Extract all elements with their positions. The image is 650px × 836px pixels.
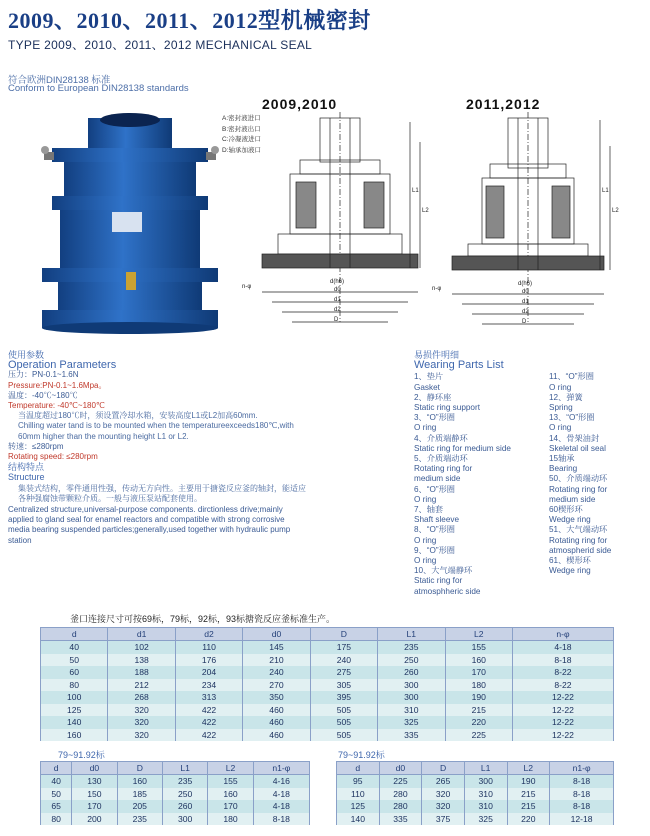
table-cell: 460 — [243, 716, 310, 729]
page-title-english: TYPE 2009、2010、2011、2012 MECHANICAL SEAL — [8, 38, 313, 52]
drawing-label-right: 2011,2012 — [466, 96, 541, 112]
dim-label: d(h6) — [518, 281, 533, 287]
parts-list-item: atmosphheric side — [414, 586, 481, 596]
column-header: D — [117, 762, 162, 775]
table-cell: 80 — [41, 813, 72, 826]
table-row — [41, 691, 614, 704]
table-cell: 300 — [378, 679, 445, 692]
parts-list-item: 51、大气端动环 — [549, 525, 608, 535]
parts-list-item: 15轴承 — [549, 454, 575, 464]
table-cell: 215 — [507, 800, 550, 813]
temperature-en: Temperature: -40℃~180℃ — [8, 401, 105, 411]
table-cell: 140 — [337, 813, 380, 826]
table-cell: 225 — [379, 775, 422, 788]
column-header: n1-φ — [550, 762, 614, 775]
table-cell: 50 — [41, 654, 108, 667]
dim-label: n-φ — [432, 286, 442, 292]
column-header: L1 — [464, 762, 507, 775]
table-cell: 160 — [445, 654, 512, 667]
parts-list-item: Wedge ring — [549, 566, 591, 576]
parts-heading-cn: 易损件明细 — [414, 350, 460, 360]
table-row — [41, 641, 614, 654]
drawing-label-left: 2009,2010 — [262, 96, 338, 112]
table-cell: 12-22 — [512, 716, 613, 729]
table-cell: 160 — [117, 775, 162, 788]
table-cell: 300 — [464, 775, 507, 788]
table-row — [337, 800, 614, 813]
parts-list-item: Spring — [549, 403, 573, 413]
table-cell: 215 — [507, 788, 550, 801]
cooling-note-cn: 当温度超过180℃时，须设置冷却水箱，安装高度L1或L2加高60mm. — [18, 411, 258, 421]
parts-list-item: 50、介质端动环 — [549, 474, 608, 484]
dim-label: d2 — [334, 307, 341, 313]
column-header: d0 — [243, 628, 310, 641]
table-cell: 125 — [337, 800, 380, 813]
table-cell: 188 — [108, 666, 175, 679]
parts-list-item: Static ring for — [414, 576, 463, 586]
table-cell: 305 — [310, 679, 377, 692]
table-cell: 205 — [117, 800, 162, 813]
table-cell: 145 — [243, 641, 310, 654]
parts-heading-en: Wearing Parts List — [414, 359, 504, 372]
table-cell: 300 — [162, 813, 207, 826]
parts-list-item: 2、静环座 — [414, 392, 452, 402]
table-row — [41, 775, 310, 788]
cooling-note-en: Chilling water tand is to be mounted when the temperatureexceeds180℃,with 60mm higher than the mounting height L1 or L2. — [18, 421, 294, 441]
parts-column-1 — [414, 372, 529, 596]
table-cell: 422 — [175, 704, 242, 717]
table-cell: 280 — [379, 800, 422, 813]
table-header-row — [41, 628, 614, 641]
parts-list-item: O ring — [549, 423, 572, 433]
table-cell: 180 — [445, 679, 512, 692]
table-cell: 4-18 — [253, 800, 309, 813]
parts-list-item: 14、骨架油封 — [549, 433, 600, 443]
parts-list-item: 12、弹簧 — [549, 392, 583, 402]
table-cell: 310 — [464, 800, 507, 813]
parts-list-item: 61、楔形环 — [549, 556, 591, 566]
table-cell: 320 — [422, 788, 465, 801]
structure-desc-en: Centralized structure,universal-purpose components. dirctionless drive;mainly applied to gland seal for enamel reactors and compatible with strong corrosive media bearing suspended particles;generally,used together with hydraulic pump station — [8, 505, 291, 545]
legend-item: D:轴承加液口 — [222, 146, 261, 154]
table-cell: 240 — [243, 666, 310, 679]
table-cell: 170 — [445, 666, 512, 679]
table-cell: 40 — [41, 775, 72, 788]
table-cell: 175 — [310, 641, 377, 654]
table-row — [337, 813, 614, 826]
table-row — [41, 679, 614, 692]
table-cell: 260 — [378, 666, 445, 679]
table-cell: 8-22 — [512, 666, 613, 679]
table-cell: 505 — [310, 704, 377, 717]
seal-product-photo — [30, 100, 230, 340]
parts-list-item: 11、“O”形圈 — [549, 372, 594, 382]
parts-list-item: O ring — [414, 423, 437, 433]
dim-label: d(h6) — [330, 279, 345, 285]
parts-list-item: 4、介质端静环 — [414, 433, 468, 443]
dim-label: D — [522, 319, 527, 325]
table-cell: 210 — [243, 654, 310, 667]
parts-list-item: Shaft sleeve — [414, 515, 460, 525]
table-cell: 260 — [162, 800, 207, 813]
parts-list-item: medium side — [414, 474, 461, 484]
drawing-2009-2010 — [240, 112, 455, 340]
parts-list-item: 5、介质端动环 — [414, 454, 468, 464]
dim-label: L1 — [412, 188, 419, 194]
dimension-table-79-right — [336, 761, 614, 825]
table-cell: 102 — [108, 641, 175, 654]
table-row — [41, 800, 310, 813]
page-title: 2009、2010、2011、2012型机械密封 — [8, 8, 371, 33]
column-header: L1 — [162, 762, 207, 775]
table-cell: 12-22 — [512, 729, 613, 742]
table-cell: 200 — [72, 813, 117, 826]
table-cell: 265 — [422, 775, 465, 788]
table-cell: 460 — [243, 729, 310, 742]
table-cell: 4-16 — [253, 775, 309, 788]
parts-list-item: 10、大气端静环 — [414, 566, 473, 576]
dim-label: D — [334, 317, 339, 323]
parts-list-item: Rotating ring for — [414, 464, 473, 474]
table-cell: 8-18 — [550, 775, 614, 788]
legend-item: B:密封液出口 — [222, 125, 261, 133]
table-cell: 8-18 — [550, 800, 614, 813]
table-cell: 460 — [243, 704, 310, 717]
pressure-cn: 压力：PN-0.1~1.6N — [8, 370, 79, 380]
speed-cn: 转速：≤280rpm — [8, 441, 64, 451]
table-cell: 65 — [41, 800, 72, 813]
column-header: d — [41, 762, 72, 775]
table-header-row — [41, 762, 310, 775]
table-cell: 320 — [108, 729, 175, 742]
parts-list-item: medium side — [549, 494, 596, 504]
table-cell: 235 — [378, 641, 445, 654]
column-header: d0 — [379, 762, 422, 775]
table-cell: 8-22 — [512, 679, 613, 692]
parts-list-item: 9、“O”形圈 — [414, 545, 455, 555]
dim-label: d0 — [334, 287, 341, 293]
column-header: d — [41, 628, 108, 641]
column-header: d0 — [72, 762, 117, 775]
parts-list-item: 13、“O”形圈 — [549, 413, 595, 423]
table-cell: 215 — [445, 704, 512, 717]
table-cell: 320 — [422, 800, 465, 813]
table-cell: 350 — [243, 691, 310, 704]
table-cell: 140 — [41, 716, 108, 729]
table-caption: 釜口连接尺寸可按69标，79标，92标，93标搪瓷反应釜标准生产。 — [70, 614, 336, 624]
table-cell: 250 — [162, 788, 207, 801]
table-cell: 8-18 — [253, 813, 309, 826]
table-cell: 505 — [310, 716, 377, 729]
table-cell: 320 — [108, 704, 175, 717]
column-header: d2 — [175, 628, 242, 641]
table-cell: 12-22 — [512, 691, 613, 704]
table-row — [41, 813, 310, 826]
table-cell: 268 — [108, 691, 175, 704]
table-row — [41, 704, 614, 717]
parts-list-item: Static ring for medium side — [414, 443, 511, 453]
table-cell: 130 — [72, 775, 117, 788]
table-cell: 95 — [337, 775, 380, 788]
parts-list-item: Static ring support — [414, 403, 480, 413]
table-cell: 12-22 — [512, 704, 613, 717]
table-cell: 160 — [208, 788, 253, 801]
structure-desc-cn: 集装式结构，零件通用性强，传动无方向性。主要用于搪瓷反应釜的轴封，能适应各种强腐蚀带颗粒介质。一般与液压泵站配套使用。 — [18, 483, 306, 503]
table-cell: 240 — [310, 654, 377, 667]
section-heading-en: Operation Parameters — [8, 359, 117, 372]
table-row — [41, 729, 614, 742]
structure-heading-en: Structure — [8, 472, 45, 483]
table-cell: 280 — [379, 788, 422, 801]
parts-list-item: Gasket — [414, 382, 440, 392]
dim-label: n-φ — [242, 284, 252, 290]
table-cell: 150 — [72, 788, 117, 801]
table-cell: 422 — [175, 729, 242, 742]
column-header: L1 — [378, 628, 445, 641]
table-cell: 212 — [108, 679, 175, 692]
table-cell: 180 — [208, 813, 253, 826]
table-cell: 170 — [72, 800, 117, 813]
parts-list-item: 3、“O”形圈 — [414, 413, 455, 423]
table-cell: 395 — [310, 691, 377, 704]
parts-list-item: Rotating ring for — [549, 535, 608, 545]
dim-label: d0 — [522, 289, 529, 295]
section-heading-cn: 使用参数 — [8, 350, 45, 360]
table-cell: 110 — [337, 788, 380, 801]
table-cell: 190 — [445, 691, 512, 704]
table-row — [337, 775, 614, 788]
column-header: D — [310, 628, 377, 641]
column-header: d1 — [108, 628, 175, 641]
sub-table-caption-right: 79~91.92标 — [338, 750, 385, 760]
table-cell: 190 — [507, 775, 550, 788]
table-cell: 170 — [208, 800, 253, 813]
parts-list-item: 60楔形环 — [549, 505, 583, 515]
table-cell: 125 — [41, 704, 108, 717]
temperature-cn: 温度：-40℃~180℃ — [8, 390, 78, 400]
table-cell: 40 — [41, 641, 108, 654]
dim-label: d1 — [334, 297, 341, 303]
column-header: L2 — [507, 762, 550, 775]
table-cell: 4-18 — [253, 788, 309, 801]
table-cell: 250 — [378, 654, 445, 667]
parts-list-item: O ring — [414, 556, 437, 566]
table-cell: 12-18 — [550, 813, 614, 826]
table-cell: 325 — [378, 716, 445, 729]
table-cell: 155 — [445, 641, 512, 654]
operation-parameters — [8, 350, 308, 546]
table-cell: 160 — [41, 729, 108, 742]
legend-item: A:密封液进口 — [222, 115, 261, 122]
column-header: n1-φ — [253, 762, 309, 775]
table-cell: 155 — [208, 775, 253, 788]
column-header: L2 — [445, 628, 512, 641]
table-row — [41, 788, 310, 801]
table-cell: 300 — [378, 691, 445, 704]
standard-note-en: Conform to European DIN28138 standards — [8, 83, 189, 94]
table-cell: 204 — [175, 666, 242, 679]
table-cell: 335 — [379, 813, 422, 826]
dim-label: d1 — [522, 299, 529, 305]
table-cell: 50 — [41, 788, 72, 801]
table-cell: 220 — [507, 813, 550, 826]
table-cell: 8-18 — [512, 654, 613, 667]
dimension-table — [40, 627, 614, 741]
column-header: D — [422, 762, 465, 775]
table-cell: 235 — [117, 813, 162, 826]
pressure-en: Pressure:PN-0.1~1.6Mpa。 — [8, 380, 107, 390]
table-cell: 234 — [175, 679, 242, 692]
structure-heading-cn: 结构特点 — [8, 462, 45, 473]
table-cell: 335 — [378, 729, 445, 742]
table-cell: 325 — [464, 813, 507, 826]
table-cell: 505 — [310, 729, 377, 742]
dim-label: L2 — [422, 208, 429, 214]
table-cell: 8-18 — [550, 788, 614, 801]
table-cell: 100 — [41, 691, 108, 704]
table-cell: 270 — [243, 679, 310, 692]
table-header-row — [337, 762, 614, 775]
parts-list-item: 1、垫片 — [414, 372, 444, 382]
table-row — [41, 654, 614, 667]
table-cell: 313 — [175, 691, 242, 704]
table-cell: 275 — [310, 666, 377, 679]
parts-list-item: atmospherid side — [549, 545, 612, 555]
parts-column-2 — [549, 372, 650, 596]
parts-list-item: 8、“O”形圈 — [414, 525, 455, 535]
wearing-parts-list — [414, 350, 650, 597]
column-header: n-φ — [512, 628, 613, 641]
drawing-2011-2012 — [428, 112, 643, 340]
table-cell: 185 — [117, 788, 162, 801]
speed-en: Rotating speed: ≤280rpm — [8, 452, 98, 462]
standard-note-cn: 符合欧洲DIN28138 标准 — [8, 75, 111, 86]
parts-list-item: Bearing — [549, 464, 578, 474]
dim-label: L2 — [612, 208, 619, 214]
parts-list-item: Wedge ring — [549, 515, 591, 525]
parts-list-item: Skeletal oil seal — [549, 443, 606, 453]
table-cell: 310 — [464, 788, 507, 801]
dim-label: L1 — [602, 188, 609, 194]
table-cell: 220 — [445, 716, 512, 729]
table-cell: 235 — [162, 775, 207, 788]
table-cell: 422 — [175, 716, 242, 729]
table-row — [41, 716, 614, 729]
table-cell: 320 — [108, 716, 175, 729]
legend-item: C:冷凝液进口 — [222, 136, 261, 143]
table-cell: 225 — [445, 729, 512, 742]
table-cell: 310 — [378, 704, 445, 717]
table-cell: 4-18 — [512, 641, 613, 654]
sub-table-caption-left: 79~91.92标 — [58, 750, 105, 760]
parts-list-item: O ring — [549, 382, 572, 392]
table-cell: 375 — [422, 813, 465, 826]
parts-list-item: 6、“O”形圈 — [414, 484, 455, 494]
table-cell: 60 — [41, 666, 108, 679]
dimension-table-79-left — [40, 761, 310, 825]
parts-list-item: O ring — [414, 535, 437, 545]
table-cell: 110 — [175, 641, 242, 654]
table-cell: 138 — [108, 654, 175, 667]
column-header: d — [337, 762, 380, 775]
table-cell: 80 — [41, 679, 108, 692]
table-row — [41, 666, 614, 679]
column-header: L2 — [208, 762, 253, 775]
table-row — [337, 788, 614, 801]
dim-label: d2 — [522, 309, 529, 315]
parts-list-item: Rotating ring for — [549, 484, 608, 494]
parts-list-item: 7、轴套 — [414, 505, 444, 515]
table-cell: 176 — [175, 654, 242, 667]
parts-list-item: O ring — [414, 494, 437, 504]
